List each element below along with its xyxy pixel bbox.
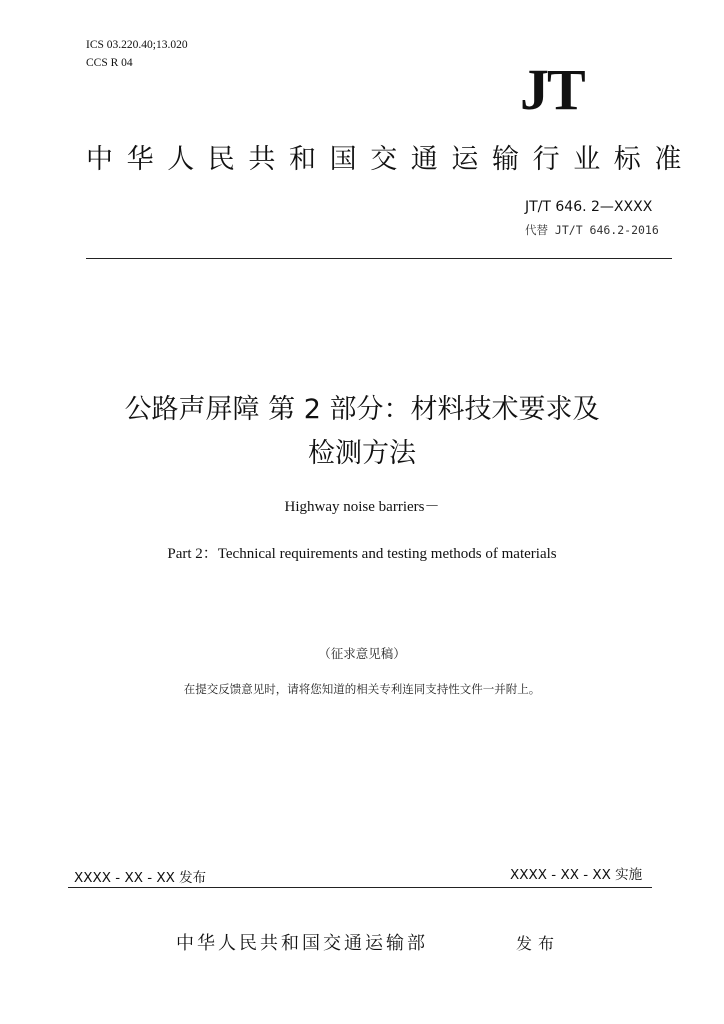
patent-submission-note: 在提交反馈意见时，请将您知道的相关专利连同支持性文件一并附上。 <box>183 682 541 696</box>
document-title-line-2: 检测方法 <box>308 438 416 469</box>
implementation-date: XXXX - XX - XX 实施 <box>510 867 643 883</box>
standard-category-title: 中华人民共和国交通运输行业标准 <box>86 144 695 175</box>
ics-code: ICS 03.220.40;13.020 <box>86 39 188 51</box>
document-title-line-1: 公路声屏障 第 2 部分：材料技术要求及 <box>124 394 600 425</box>
header-divider <box>86 258 672 259</box>
footer-divider <box>68 887 652 888</box>
draft-status-note: （征求意见稿） <box>318 646 406 661</box>
ccs-code: CCS R 04 <box>86 57 133 69</box>
publish-label: 发布 <box>516 934 561 953</box>
issuing-ministry: 中华人民共和国交通运输部 <box>176 933 428 954</box>
replaces-standard: 代替 JT/T 646.2-2016 <box>525 223 659 237</box>
jt-logo: JT <box>520 57 584 122</box>
issue-date: XXXX - XX - XX 发布 <box>74 870 207 886</box>
english-title-line-1: Highway noise barriers－ <box>284 499 440 515</box>
english-title-line-2: Part 2：Technical requirements and testing methods of materials <box>167 546 557 562</box>
standard-number: JT/T 646. 2—XXXX <box>525 199 653 215</box>
